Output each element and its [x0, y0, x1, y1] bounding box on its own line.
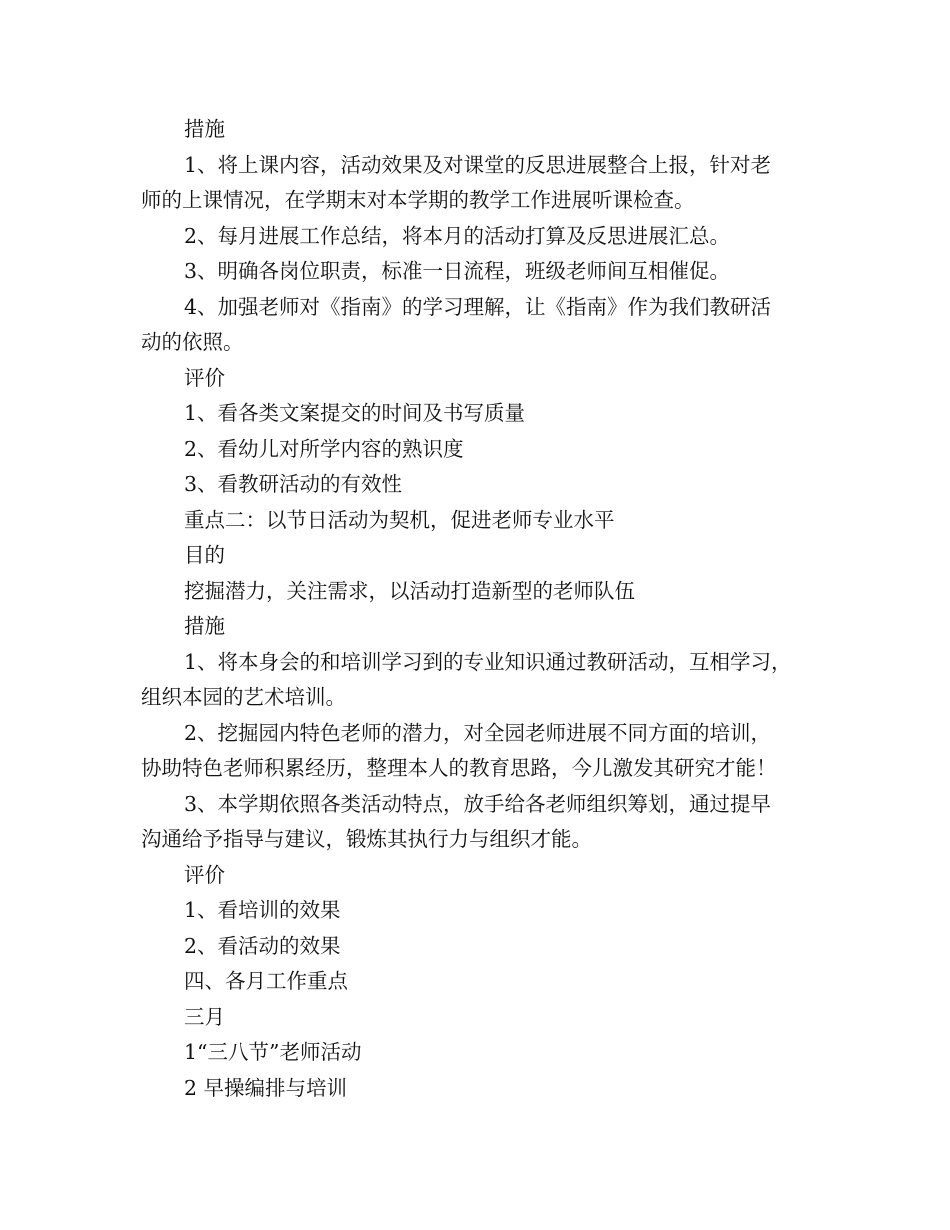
paragraph-line: 3、明确各岗位职责，标准一日流程，班级老师间互相催促。 — [184, 259, 731, 283]
document-body — [141, 112, 841, 1106]
heading-measures: 措施 — [184, 614, 225, 638]
list-item: 1、看各类文案提交的时间及书写质量 — [184, 401, 526, 425]
paragraph-line: 挖掘潜力，关注需求，以活动打造新型的老师队伍 — [184, 578, 635, 603]
heading-evaluation: 评价 — [184, 365, 225, 390]
paragraph-line: 2、挖掘园内特色老师的潜力，对全园老师进展不同方面的培训， — [184, 720, 772, 745]
list-item: 2、看幼儿对所学内容的熟识度 — [184, 436, 464, 461]
paragraph-line: 1、将上课内容，活动效果及对课堂的反思进展整合上报，针对老 — [184, 152, 772, 177]
heading-measures: 措施 — [184, 117, 225, 141]
paragraph-line: 沟通给予指导与建议，锻炼其执行力与组织才能。 — [141, 827, 592, 851]
list-item: 2 早操编排与培训 — [184, 1075, 348, 1100]
paragraph-line: 协助特色老师积累经历，整理本人的教育思路，今儿激发其研究才能！ — [141, 756, 777, 780]
paragraph-line: 1、将本身会的和培训学习到的专业知识通过教研活动，互相学习， — [184, 649, 792, 674]
list-item: 3、看教研活动的有效性 — [184, 472, 403, 496]
paragraph-line: 2、每月进展工作总结，将本月的活动打算及反思进展汇总。 — [184, 223, 731, 248]
list-item: 1、看培训的效果 — [184, 898, 341, 922]
paragraph-line: 3、本学期依照各类活动特点，放手给各老师组织筹划，通过提早 — [184, 791, 772, 816]
paragraph-line: 动的依照。 — [141, 330, 244, 354]
month-heading: 三月 — [184, 1004, 225, 1029]
section-heading: 四、各月工作重点 — [184, 969, 348, 993]
section-heading: 重点二：以节日活动为契机，促进老师专业水平 — [184, 507, 615, 532]
heading-purpose: 目的 — [184, 543, 225, 567]
heading-evaluation: 评价 — [184, 862, 225, 887]
list-item: 2、看活动的效果 — [184, 933, 341, 958]
paragraph-line: 4、加强老师对《指南》的学习理解，让《指南》作为我们教研活 — [184, 294, 772, 319]
list-item: 1“三八节”老师活动 — [184, 1040, 362, 1064]
paragraph-line: 师的上课情况，在学期末对本学期的教学工作进展听课检查。 — [141, 188, 695, 212]
paragraph-line: 组织本园的艺术培训。 — [141, 685, 346, 709]
